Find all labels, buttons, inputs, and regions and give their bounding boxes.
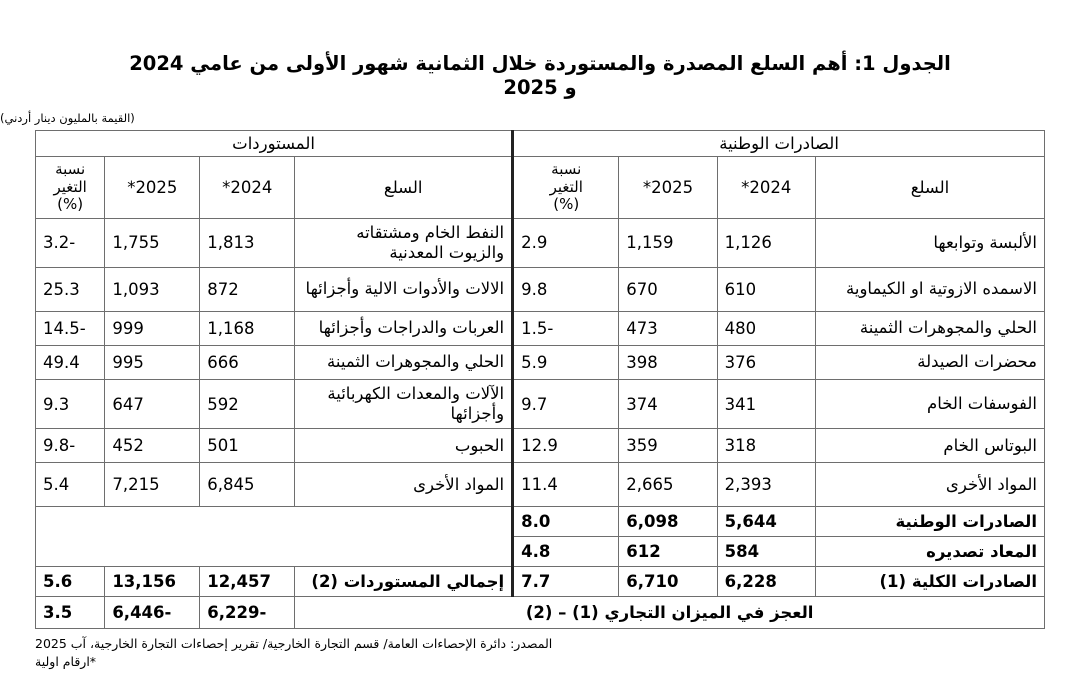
deficit-2025: -6,446 bbox=[105, 597, 200, 629]
imports-2024-2: 1,168 bbox=[200, 312, 295, 346]
deficit-pct: 3.5 bbox=[36, 597, 105, 629]
exports-grand-label: الصادرات الكلية (1) bbox=[815, 567, 1044, 597]
table-body bbox=[36, 218, 1045, 629]
deficit-label: العجز في الميزان التجاري (1) – (2) bbox=[295, 597, 1045, 629]
imports-pct-3: 49.4 bbox=[36, 346, 105, 380]
exports-2025-0: 1,159 bbox=[619, 218, 717, 267]
exports-goods-5: البوتاس الخام bbox=[815, 429, 1044, 463]
header-exports-pct-change bbox=[513, 156, 619, 218]
column-header-row bbox=[36, 156, 1045, 218]
imports-2024-6: 6,845 bbox=[200, 463, 295, 507]
exports-pct-3: 5.9 bbox=[513, 346, 619, 380]
imports-2025-6: 7,215 bbox=[105, 463, 200, 507]
table-head bbox=[36, 130, 1045, 218]
exports-2024-5: 318 bbox=[717, 429, 815, 463]
exports-pct-5: 12.9 bbox=[513, 429, 619, 463]
source-note: المصدر: دائرة الإحصاءات العامة/ قسم التجارة الخارجية/ تقرير إحصاءات التجارة الخارجية، آب 2025 bbox=[35, 636, 553, 652]
imports-pct-4: 9.3 bbox=[36, 380, 105, 429]
exports-total-2025-0: 6,098 bbox=[619, 507, 717, 537]
exports-total-2024-1: 584 bbox=[717, 537, 815, 567]
exports-2024-4: 341 bbox=[717, 380, 815, 429]
imports-goods-2: العربات والدراجات وأجزائها bbox=[295, 312, 513, 346]
preliminary-figures-note: *ارقام اولية bbox=[35, 654, 97, 670]
group-header-exports: الصادرات الوطنية bbox=[513, 130, 1045, 156]
header-imports-goods: السلع bbox=[295, 156, 513, 218]
imports-2025-2: 999 bbox=[105, 312, 200, 346]
table-container bbox=[35, 130, 1045, 630]
imports-2025-3: 995 bbox=[105, 346, 200, 380]
table-row-grand-totals bbox=[36, 567, 1045, 597]
header-exports-pct-line3: (%) bbox=[553, 194, 580, 213]
exports-total-pct-0: 8.0 bbox=[513, 507, 619, 537]
imports-pct-2: -14.5 bbox=[36, 312, 105, 346]
exports-total-label-1: المعاد تصديره bbox=[815, 537, 1044, 567]
imports-empty-cell bbox=[36, 507, 513, 567]
header-imports-pct-line1: نسبة التغير bbox=[53, 160, 87, 196]
exports-goods-1: الاسمده الازوتية او الكيماوية bbox=[815, 268, 1044, 312]
imports-pct-1: 25.3 bbox=[36, 268, 105, 312]
exports-pct-6: 11.4 bbox=[513, 463, 619, 507]
exports-2024-1: 610 bbox=[717, 268, 815, 312]
group-header-row bbox=[36, 130, 1045, 156]
exports-pct-1: 9.8 bbox=[513, 268, 619, 312]
exports-total-2025-1: 612 bbox=[619, 537, 717, 567]
header-exports-pct-line2: التغير bbox=[549, 177, 583, 196]
exports-total-2024-0: 5,644 bbox=[717, 507, 815, 537]
table-row bbox=[36, 429, 1045, 463]
header-imports-2025: 2025* bbox=[105, 156, 200, 218]
imports-2025-5: 452 bbox=[105, 429, 200, 463]
imports-goods-3: الحلي والمجوهرات الثمينة bbox=[295, 346, 513, 380]
exports-2025-6: 2,665 bbox=[619, 463, 717, 507]
exports-grand-2025: 6,710 bbox=[619, 567, 717, 597]
imports-2025-4: 647 bbox=[105, 380, 200, 429]
exports-goods-0: الألبسة وتوابعها bbox=[815, 218, 1044, 267]
header-exports-2025: 2025* bbox=[619, 156, 717, 218]
header-exports-goods: السلع bbox=[815, 156, 1044, 218]
table-row bbox=[36, 268, 1045, 312]
exports-total-pct-1: 4.8 bbox=[513, 537, 619, 567]
imports-2024-1: 872 bbox=[200, 268, 295, 312]
imports-2024-4: 592 bbox=[200, 380, 295, 429]
header-imports-2024: 2024* bbox=[200, 156, 295, 218]
value-unit-note: (القيمة بالمليون دينار أردني) bbox=[0, 110, 135, 125]
table-row bbox=[36, 380, 1045, 429]
exports-total-label-0: الصادرات الوطنية bbox=[815, 507, 1044, 537]
exports-pct-2: -1.5 bbox=[513, 312, 619, 346]
exports-goods-4: الفوسفات الخام bbox=[815, 380, 1044, 429]
exports-pct-4: 9.7 bbox=[513, 380, 619, 429]
imports-pct-0: -3.2 bbox=[36, 218, 105, 267]
header-exports-2024: 2024* bbox=[717, 156, 815, 218]
exports-goods-2: الحلي والمجوهرات الثمينة bbox=[815, 312, 1044, 346]
imports-2024-3: 666 bbox=[200, 346, 295, 380]
deficit-2024: -6,229 bbox=[200, 597, 295, 629]
exports-2025-3: 398 bbox=[619, 346, 717, 380]
subtitle-row bbox=[0, 107, 1080, 126]
exports-2025-2: 473 bbox=[619, 312, 717, 346]
trade-statistics-table bbox=[35, 130, 1045, 630]
table-row bbox=[36, 218, 1045, 267]
exports-2025-4: 374 bbox=[619, 380, 717, 429]
header-exports-pct-line1: نسبة bbox=[551, 160, 582, 179]
imports-2024-5: 501 bbox=[200, 429, 295, 463]
exports-goods-3: محضرات الصيدلة bbox=[815, 346, 1044, 380]
imports-goods-4: الآلات والمعدات الكهربائية وأجزائها bbox=[295, 380, 513, 429]
imports-grand-pct: 5.6 bbox=[36, 567, 105, 597]
exports-grand-2024: 6,228 bbox=[717, 567, 815, 597]
exports-grand-pct: 7.7 bbox=[513, 567, 619, 597]
table-row bbox=[36, 463, 1045, 507]
imports-grand-2025: 13,156 bbox=[105, 567, 200, 597]
table-row-national-exports-total bbox=[36, 507, 1045, 537]
exports-goods-6: المواد الأخرى bbox=[815, 463, 1044, 507]
group-header-imports: المستوردات bbox=[36, 130, 513, 156]
exports-pct-0: 2.9 bbox=[513, 218, 619, 267]
imports-goods-0: النفط الخام ومشتقاته والزيوت المعدنية bbox=[295, 218, 513, 267]
imports-goods-6: المواد الأخرى bbox=[295, 463, 513, 507]
imports-2025-1: 1,093 bbox=[105, 268, 200, 312]
exports-2024-6: 2,393 bbox=[717, 463, 815, 507]
table-row bbox=[36, 346, 1045, 380]
exports-2024-2: 480 bbox=[717, 312, 815, 346]
exports-2024-3: 376 bbox=[717, 346, 815, 380]
imports-goods-5: الحبوب bbox=[295, 429, 513, 463]
table-row bbox=[36, 312, 1045, 346]
header-imports-pct-line2: (%) bbox=[57, 194, 84, 213]
imports-grand-2024: 12,457 bbox=[200, 567, 295, 597]
footer-notes bbox=[35, 635, 1045, 671]
imports-grand-label: إجمالي المستوردات (2) bbox=[295, 567, 513, 597]
imports-2025-0: 1,755 bbox=[105, 218, 200, 267]
header-imports-pct-change bbox=[36, 156, 105, 218]
imports-pct-5: -9.8 bbox=[36, 429, 105, 463]
table-row-trade-deficit bbox=[36, 597, 1045, 629]
exports-2024-0: 1,126 bbox=[717, 218, 815, 267]
imports-2024-0: 1,813 bbox=[200, 218, 295, 267]
exports-2025-5: 359 bbox=[619, 429, 717, 463]
page-title: الجدول 1: أهم السلع المصدرة والمستوردة خلال الثمانية شهور الأولى من عامي 2024 و 2025 bbox=[129, 52, 951, 100]
imports-pct-6: 5.4 bbox=[36, 463, 105, 507]
exports-2025-1: 670 bbox=[619, 268, 717, 312]
title-block bbox=[0, 0, 1080, 126]
imports-goods-1: الالات والأدوات الالية وأجزائها bbox=[295, 268, 513, 312]
